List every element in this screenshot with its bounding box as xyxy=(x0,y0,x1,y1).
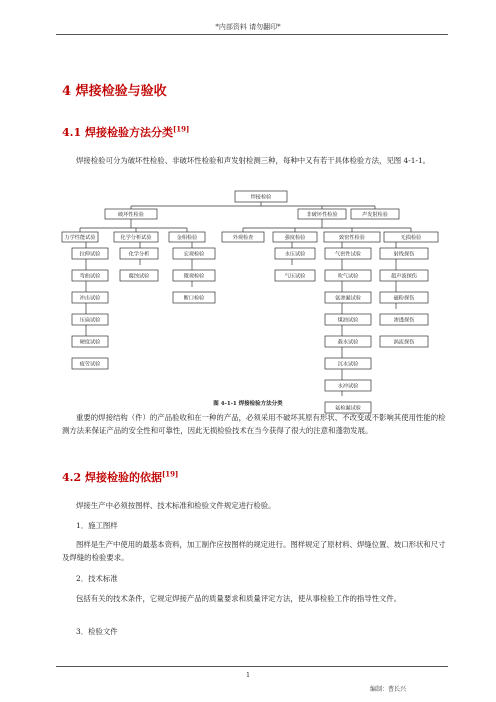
diagram-tightness-test-node-label: 载水试验 xyxy=(337,339,359,346)
diagram-ndt-node xyxy=(380,336,428,347)
diagram-level2-node xyxy=(62,232,98,242)
diagram-mech-test-node-label: 疲劳试验 xyxy=(79,361,101,368)
diagram-chem-test-node xyxy=(120,270,158,281)
diagram-tightness-test-node-label: 沉水试验 xyxy=(337,361,359,368)
diagram-mech-test-node xyxy=(72,292,108,303)
paragraph: 焊接生产中必须按图样、技术标准和检验文件规定进行检验。 xyxy=(76,501,276,510)
paragraph: 焊接检验可分为破坏性检验、非破坏性检验和声发射检测三种，每种中又有若干具体检验方法，见图 4-1-1。 xyxy=(76,156,431,165)
diagram-strength-test-node xyxy=(275,248,315,259)
diagram-level2-node-label: 力学性能试验 xyxy=(64,235,96,241)
diagram-root-node xyxy=(235,191,287,202)
section-title-text: 4.2 焊接检验的依据 xyxy=(62,471,162,484)
diagram-ndt-node-label: 磁粉探伤 xyxy=(393,295,415,302)
section-title-4-1 xyxy=(62,124,189,140)
footer-rule xyxy=(56,666,448,667)
diagram-mech-test-node xyxy=(72,336,108,347)
diagram-mech-test-node-label: 冲击试验 xyxy=(79,295,101,302)
diagram-mech-test-node-label: 压扁试验 xyxy=(79,317,101,324)
diagram-root-node-label: 焊接检验 xyxy=(250,194,272,201)
diagram-tightness-test-node-label: 水冲试验 xyxy=(337,383,359,390)
diagram-strength-test-node xyxy=(275,270,315,281)
chapter-title: 4 焊接检验与验收 xyxy=(62,84,167,99)
diagram-tightness-test-node xyxy=(325,292,371,303)
page-header-note: *内部资料 请勿翻印* xyxy=(215,23,281,31)
diagram-level2-node xyxy=(169,232,205,242)
diagram-level1-node-label: 破坏性检验 xyxy=(118,212,144,218)
diagram-level2-node-label: 化学分析试验 xyxy=(120,235,152,241)
diagram-mech-test-node xyxy=(72,358,108,369)
diagram-level1-node-label: 非破坏性检验 xyxy=(306,212,338,218)
diagram-ndt-node xyxy=(380,314,428,325)
diagram-level2-node-label: 金相检验 xyxy=(176,235,198,241)
diagram-metallo-test-node-label: 微观检验 xyxy=(183,273,205,280)
diagram-mech-test-node-label: 弯曲试验 xyxy=(79,273,101,280)
diagram-ndt-node-label: 渗透探伤 xyxy=(393,317,415,324)
diagram-mech-test-node-label: 拉伸试验 xyxy=(79,251,101,258)
citation-ref: [19] xyxy=(161,469,179,479)
diagram-chem-test-node-label: 化学分析 xyxy=(128,251,150,258)
list-item: 3．检验文件 xyxy=(76,627,118,636)
diagram-metallo-test-node-label: 宏观检验 xyxy=(183,251,205,258)
diagram-tightness-test-node xyxy=(325,314,371,325)
diagram-level2-node xyxy=(114,232,158,242)
paragraph: 包括有关的技术条件，它规定焊接产品的质量要求和质量评定方法，使从事检验工作的指导性文件。 xyxy=(76,594,402,603)
list-item: 2．技术标准 xyxy=(76,574,118,583)
diagram-tightness-test-node xyxy=(325,358,371,369)
paragraph: 图样是生产中使用的最基本资料，加工制作应按图样的规定进行。图样规定了原材料、焊缝位置、坡口形状和尺寸及焊缝的检验要求。 xyxy=(62,540,446,562)
diagram-mech-test-node xyxy=(72,314,108,325)
header-rule xyxy=(56,34,448,35)
diagram-ndt-node xyxy=(380,248,428,259)
diagram-level2-node-label: 强度检验 xyxy=(284,235,306,241)
figure-caption: 图 4-1-1 焊接检验方法分类 xyxy=(213,401,283,407)
diagram-strength-test-node-label: 气压试验 xyxy=(284,273,306,280)
page-number: 1 xyxy=(246,672,250,679)
diagram-ndt-node xyxy=(380,270,428,281)
diagram-tightness-test-node xyxy=(325,270,371,281)
diagram-level2-node xyxy=(273,232,317,242)
diagram-strength-test-node-label: 水压试验 xyxy=(284,251,306,258)
section-title-4-2 xyxy=(62,469,178,485)
diagram-ndt-node-label: 涡流探伤 xyxy=(393,339,415,346)
diagram-level1-node xyxy=(351,209,399,219)
section-title-text: 4.1 焊接检验方法分类 xyxy=(62,126,173,139)
diagram-tightness-test-node xyxy=(325,336,371,347)
diagram-level2-node-label: 无损检验 xyxy=(400,235,422,241)
diagram-metallo-test-node xyxy=(173,248,215,259)
diagram-tightness-test-node xyxy=(325,380,371,391)
diagram-level2-node xyxy=(384,232,438,242)
diagram-tightness-test-node-label: 氦检漏试验 xyxy=(335,405,361,412)
diagram-tightness-test-node-label: 氨渗漏试验 xyxy=(335,295,361,302)
list-item: 1．施工图样 xyxy=(76,521,118,530)
diagram-level2-node-label: 外观检查 xyxy=(232,235,254,241)
diagram-level1-node xyxy=(298,209,346,219)
footer-editor: 编制：曹长兴 xyxy=(370,686,407,693)
diagram-metallo-test-node xyxy=(173,292,215,303)
diagram-mech-test-node xyxy=(72,248,108,259)
diagram-level1-node-label: 声发射检验 xyxy=(362,212,388,218)
diagram-metallo-test-node-label: 断口检验 xyxy=(183,295,205,302)
diagram-mech-test-node-label: 硬度试验 xyxy=(79,339,101,346)
diagram-mech-test-node xyxy=(72,270,108,281)
diagram-tightness-test-node-label: 吹气试验 xyxy=(337,273,359,280)
diagram-tightness-test-node-label: 气密性试验 xyxy=(335,251,361,258)
diagram-ndt-node-label: 射线探伤 xyxy=(393,251,415,258)
diagram-ndt-node-label: 超声波探伤 xyxy=(391,273,417,280)
diagram-chem-test-node xyxy=(120,248,158,259)
diagram-chem-test-node-label: 腐蚀试验 xyxy=(128,273,150,280)
diagram-level1-node xyxy=(105,209,157,219)
diagram-level2-node xyxy=(324,232,380,242)
diagram-metallo-test-node xyxy=(173,270,215,281)
citation-ref: [19] xyxy=(172,124,190,134)
diagram-level2-node-label: 致密性检验 xyxy=(339,235,365,241)
diagram-ndt-node xyxy=(380,292,428,303)
diagram-tightness-test-node xyxy=(325,248,371,259)
diagram-level2-node xyxy=(222,232,264,242)
diagram-tightness-test-node-label: 煤油试验 xyxy=(337,317,359,324)
paragraph: 重要的焊接结构（件）的产品验收和在一种的产品，必须采用不破坏其原有形状、不改变或不影响其使用性能的检测方法来保证产品的安全性和可靠性，因此无损检验技术在当今获得了很大的注意和蓬勃发展。 xyxy=(62,413,446,435)
